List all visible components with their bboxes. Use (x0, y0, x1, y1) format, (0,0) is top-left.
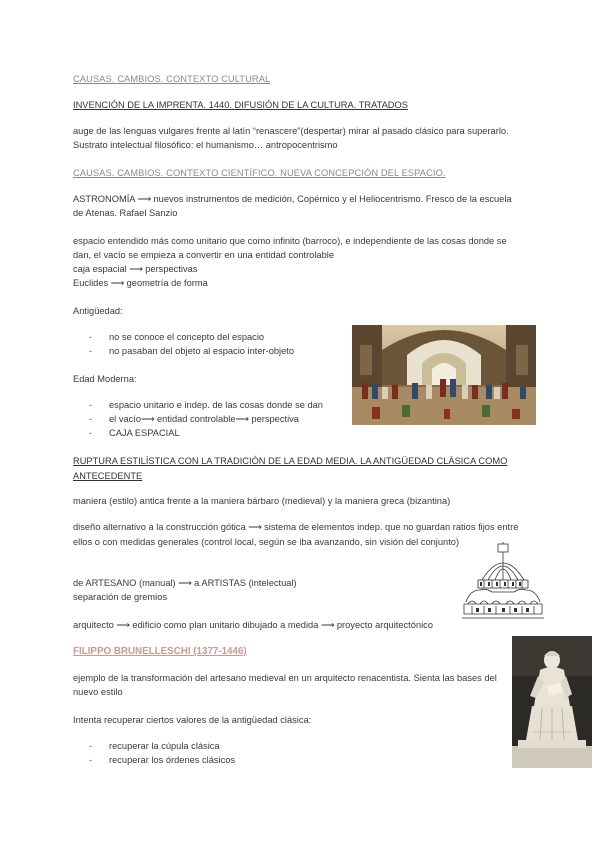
heading-contexto-cultural: CAUSAS. CAMBIOS. CONTEXTO CULTURAL (73, 74, 271, 84)
paragraph-caja-espacial: caja espacial ⟶ perspectivas (73, 264, 198, 274)
heading-brunelleschi: FILIPPO BRUNELLESCHI (1377-1446) (73, 646, 247, 657)
list-edad-moderna (73, 398, 323, 441)
brunelleschi-statue-image (512, 636, 592, 768)
list-item: - no se conoce el concepto del espacio (73, 330, 294, 344)
paragraph-ejemplo-transformacion: ejemplo de la transformación del artesano medieval en un arquitecto renacentista. Sienta las bases del nuevo estilo (73, 673, 497, 697)
list-item: - recuperar los órdenes clásicos (73, 753, 235, 767)
list-item: - no pasaban del objeto al espacio inter-objeto (73, 344, 294, 358)
list-antiguedad (73, 330, 294, 358)
paragraph-astronomia: ASTRONOMÍA ⟶ nuevos instrumentos de medición, Copérnico y el Heliocentrismo. Fresco de la escuela de Atenas. Rafael Sanzio (73, 194, 512, 218)
list-brunelleschi (73, 739, 235, 767)
paragraph-maniera: maniera (estilo) antica frente a la maniera bárbaro (medieval) y la maniera greca (bizantina) (73, 496, 451, 506)
paragraph-lenguas-vulgares: auge de las lenguas vulgares frente al latín “renascere”(despertar) mirar al pasado clásico para superarlo. Sustrato intelectual filosófico: el humanismo… antropocentrismo (73, 126, 509, 150)
paragraph-euclides: Euclides ⟶ geometría de forma (73, 278, 208, 288)
list-item: - el vacío⟶ entidad controlable⟶ perspectiva (73, 412, 323, 426)
paragraph-espacio: espacio entendido más como unitario que como infinito (barroco), e independiente de las cosas donde se dan, el vacío se empieza a convertir en una entidad controlable (73, 236, 507, 260)
paragraph-gremios: separación de gremios (73, 592, 168, 602)
label-antiguedad: Antigüedad: (73, 306, 123, 316)
heading-imprenta: INVENCIÓN DE LA IMPRENTA. 1440. DIFUSIÓN DE LA CULTURA. TRATADOS (73, 100, 408, 110)
dome-engraving-image (462, 542, 544, 620)
paragraph-artesano: de ARTESANO (manual) ⟶ a ARTISTAS (intelectual) (73, 578, 297, 588)
heading-contexto-cientifico: CAUSAS. CAMBIOS. CONTEXTO CIENTÍFICO. NUEVA CONCEPCIÓN DEL ESPACIO. (73, 168, 446, 178)
heading-ruptura-estilistica: RUPTURA ESTILÍSTICA CON LA TRADICIÓN DE LA EDAD MEDIA. LA ANTIGÜEDAD CLÁSICA COMO ANTECEDENTE (73, 456, 508, 481)
paragraph-intenta-recuperar: Intenta recuperar ciertos valores de la antigüedad clásica: (73, 715, 312, 725)
label-edad-moderna: Edad Moderna: (73, 374, 137, 384)
list-item: - recuperar la cúpula clásica (73, 739, 235, 753)
list-item: - CAJA ESPACIAL (73, 426, 323, 440)
paragraph-arquitecto: arquitecto ⟶ edificio como plan unitario dibujado a medida ⟶ proyecto arquitectónico (73, 620, 433, 630)
school-of-athens-fresco-image (352, 325, 536, 425)
paragraph-diseno-alternativo: diseño alternativo a la construcción gótica ⟶ sistema de elementos indep. que no guardan ratios fijos entre ellos o con medidas generales (control local, según se iba avanzando, sin visión del conjunto) (73, 522, 519, 547)
list-item: - espacio unitario e indep. de las cosas donde se dan (73, 398, 323, 412)
